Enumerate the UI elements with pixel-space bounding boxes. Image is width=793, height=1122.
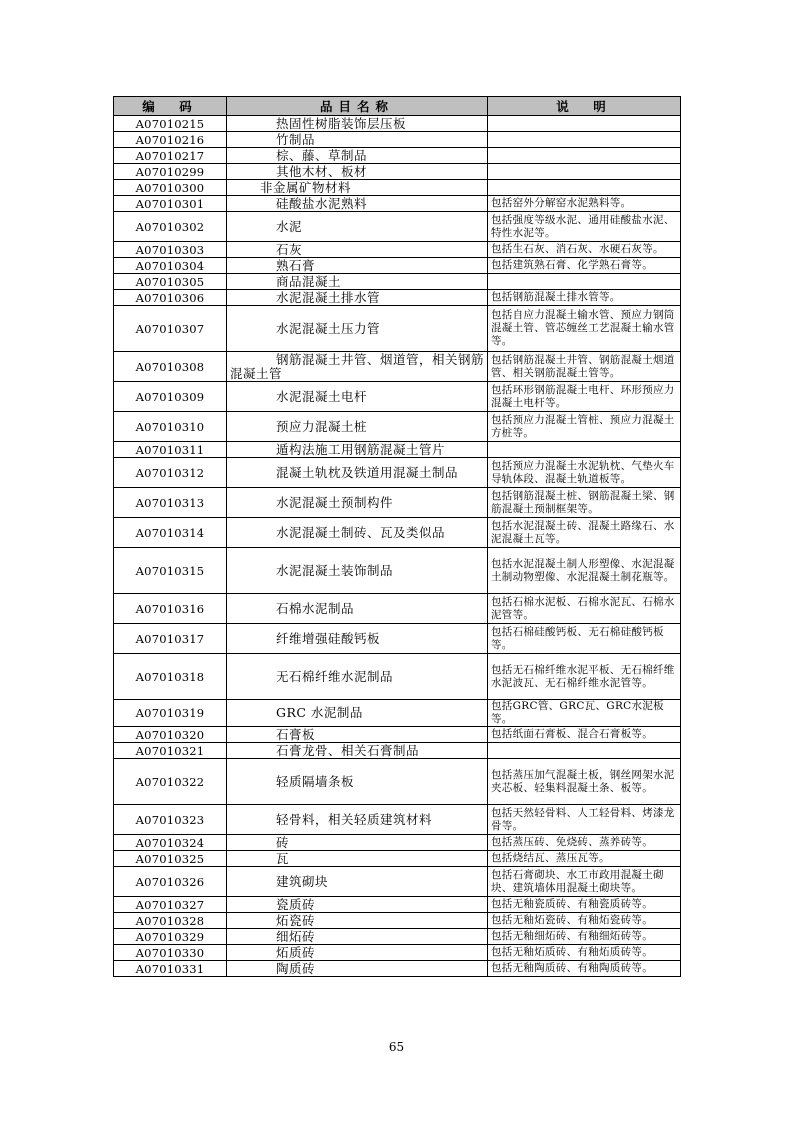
table-row [114, 306, 681, 352]
table-row [114, 518, 681, 548]
item-name-cell [227, 352, 488, 382]
item-name-cell [227, 306, 488, 352]
item-name-cell [227, 164, 488, 180]
item-name: 砖 [276, 834, 290, 850]
item-description: 包括钢筋混凝土井管、钢筋混凝土烟道管、相关钢筋混凝土管等。 [488, 352, 681, 382]
table-row [114, 132, 681, 148]
item-name-cell [227, 382, 488, 412]
catalog-table [113, 96, 681, 977]
item-name-cell [227, 851, 488, 867]
item-name-cell [227, 897, 488, 913]
item-name: 轻骨料，相关轻质建筑材料 [276, 811, 433, 827]
item-name-cell [227, 759, 488, 805]
table-row [114, 759, 681, 805]
item-name: GRC 水泥制品 [276, 705, 363, 720]
item-code: A07010304 [114, 258, 227, 274]
table-row [114, 290, 681, 306]
item-name: 石膏板 [276, 726, 316, 742]
item-description [488, 442, 681, 458]
item-description [488, 116, 681, 132]
item-name: 瓦 [276, 850, 290, 866]
item-description: 包括烧结瓦、蒸压瓦等。 [488, 851, 681, 867]
item-name: 商品混凝土 [276, 273, 342, 289]
item-name: 水泥混凝土电杆 [276, 388, 368, 404]
table-row [114, 196, 681, 212]
item-description: 包括钢筋混凝土排水管等。 [488, 290, 681, 306]
item-name: 遁构法施工用钢筋混凝土管片 [276, 441, 446, 457]
item-name: 热固性树脂装饰层压板 [276, 115, 407, 131]
item-code: A07010307 [114, 306, 227, 352]
item-code: A07010314 [114, 518, 227, 548]
item-name: 石棉水泥制品 [276, 600, 355, 616]
item-description: 包括水泥混凝土制人形塑像、水泥混凝土制动物塑像、水泥混凝土制花瓶等。 [488, 548, 681, 594]
item-code: A07010325 [114, 851, 227, 867]
item-name: 炻质砖 [276, 944, 316, 960]
item-name: 石灰 [276, 241, 303, 257]
item-name: 熟石膏 [276, 257, 316, 273]
item-code: A07010215 [114, 116, 227, 132]
item-code: A07010318 [114, 654, 227, 700]
table-row [114, 654, 681, 700]
item-description: 包括无釉陶质砖、有釉陶质砖等。 [488, 961, 681, 977]
item-code: A07010329 [114, 929, 227, 945]
table-row [114, 382, 681, 412]
item-name-cell [227, 961, 488, 977]
item-description: 包括GRC管、GRC瓦、GRC水泥板等。 [488, 700, 681, 727]
item-name: 瓷质砖 [276, 896, 316, 912]
item-name: 水泥混凝土排水管 [276, 289, 381, 305]
item-code: A07010327 [114, 897, 227, 913]
item-name-cell [227, 594, 488, 624]
item-name-cell [227, 212, 488, 242]
item-name-cell [227, 412, 488, 442]
item-name-cell [227, 624, 488, 654]
table-row [114, 624, 681, 654]
item-description: 包括天然轻骨料、人工轻骨料、烤漆龙骨等。 [488, 805, 681, 835]
header-description: 说 明 [488, 97, 681, 116]
item-description: 包括建筑熟石膏、化学熟石膏等。 [488, 258, 681, 274]
item-code: A07010328 [114, 913, 227, 929]
item-code: A07010311 [114, 442, 227, 458]
item-name: 水泥混凝土制砖、瓦及类似品 [276, 524, 446, 540]
item-code: A07010217 [114, 148, 227, 164]
table-row [114, 805, 681, 835]
item-code: A07010312 [114, 458, 227, 488]
table-row [114, 929, 681, 945]
item-name-cell [227, 180, 488, 196]
item-description: 包括纸面石膏板、混合石膏板等。 [488, 727, 681, 743]
item-description: 包括强度等级水泥、通用硅酸盐水泥、特性水泥等。 [488, 212, 681, 242]
item-description [488, 743, 681, 759]
item-code: A07010315 [114, 548, 227, 594]
item-name-cell [227, 727, 488, 743]
item-name-cell [227, 700, 488, 727]
item-description: 包括预应力混凝土水泥轨枕、气垫火车导轨体段、混凝土轨道板等。 [488, 458, 681, 488]
table-row [114, 961, 681, 977]
item-code: A07010308 [114, 352, 227, 382]
item-name: 非金属矿物材料 [260, 179, 352, 195]
item-description: 包括无釉炻质砖、有釉炻质砖等。 [488, 945, 681, 961]
page-number: 65 [388, 1040, 405, 1054]
item-name: 轻质隔墙条板 [276, 773, 355, 789]
table-row [114, 945, 681, 961]
item-name: 预应力混凝土桩 [276, 418, 368, 434]
item-name: 硅酸盐水泥熟料 [276, 195, 368, 211]
item-name: 细炻砖 [276, 928, 316, 944]
table-row [114, 148, 681, 164]
item-description: 包括窑外分解窑水泥熟料等。 [488, 196, 681, 212]
item-code: A07010303 [114, 242, 227, 258]
item-description [488, 164, 681, 180]
table-row [114, 116, 681, 132]
item-description [488, 148, 681, 164]
item-name-cell [227, 196, 488, 212]
item-description: 包括无釉细炻砖、有釉细炻砖等。 [488, 929, 681, 945]
table-row [114, 212, 681, 242]
table-row [114, 180, 681, 196]
header-code: 编 码 [114, 97, 227, 116]
item-code: A07010313 [114, 488, 227, 518]
item-code: A07010216 [114, 132, 227, 148]
item-code: A07010330 [114, 945, 227, 961]
item-name: 混凝土轨枕及铁道用混凝土制品 [276, 464, 459, 480]
item-name-cell [227, 743, 488, 759]
item-code: A07010321 [114, 743, 227, 759]
item-code: A07010300 [114, 180, 227, 196]
item-name: 棕、藤、草制品 [276, 147, 368, 163]
table-row [114, 548, 681, 594]
item-name-cell [227, 945, 488, 961]
table-row [114, 851, 681, 867]
item-code: A07010323 [114, 805, 227, 835]
table-row [114, 700, 681, 727]
table-row [114, 458, 681, 488]
table-row [114, 867, 681, 897]
item-name: 水泥混凝土预制构件 [276, 494, 394, 510]
item-description: 包括石膏砌块、水工市政用混凝土砌块、建筑墙体用混凝土砌块等。 [488, 867, 681, 897]
item-description: 包括生石灰、消石灰、水硬石灰等。 [488, 242, 681, 258]
table-row [114, 594, 681, 624]
table-row [114, 897, 681, 913]
table-row [114, 352, 681, 382]
item-name-cell [227, 654, 488, 700]
table-row [114, 412, 681, 442]
item-code: A07010331 [114, 961, 227, 977]
item-name-cell [227, 805, 488, 835]
item-name: 无石棉纤维水泥制品 [276, 668, 394, 684]
table-header-row [114, 97, 681, 116]
item-name-cell [227, 488, 488, 518]
item-code: A07010324 [114, 835, 227, 851]
table-row [114, 488, 681, 518]
item-name-cell [227, 518, 488, 548]
item-description: 包括石棉水泥板、石棉水泥瓦、石棉水泥管等。 [488, 594, 681, 624]
item-name: 水泥混凝土压力管 [276, 320, 381, 336]
item-name: 水泥 [276, 218, 303, 234]
item-description: 包括蒸压砖、免烧砖、蒸养砖等。 [488, 835, 681, 851]
item-description [488, 132, 681, 148]
item-code: A07010317 [114, 624, 227, 654]
item-code: A07010320 [114, 727, 227, 743]
table-row [114, 727, 681, 743]
item-description: 包括无釉瓷质砖、有釉瓷质砖等。 [488, 897, 681, 913]
item-name: 纤维增强硅酸钙板 [276, 630, 381, 646]
item-description: 包括钢筋混凝土桩、钢筋混凝土梁、钢筋混凝土预制框架等。 [488, 488, 681, 518]
item-name: 建筑砌块 [276, 873, 329, 889]
table-row [114, 274, 681, 290]
item-description: 包括蒸压加气混凝土板，钢丝网架水泥夹芯板、轻集料混凝土条、板等。 [488, 759, 681, 805]
item-name-cell [227, 929, 488, 945]
table-row [114, 913, 681, 929]
item-name-cell [227, 132, 488, 148]
item-description: 包括水泥混凝土砖、混凝土路缘石、水泥混凝土瓦等。 [488, 518, 681, 548]
item-name: 其他木材、板材 [276, 163, 368, 179]
item-code: A07010322 [114, 759, 227, 805]
item-code: A07010302 [114, 212, 227, 242]
item-code: A07010310 [114, 412, 227, 442]
item-name: 钢筋混凝土井管、烟道管，相关钢筋混凝土管 [230, 351, 485, 381]
item-code: A07010309 [114, 382, 227, 412]
table-row [114, 164, 681, 180]
item-name: 陶质砖 [276, 960, 316, 976]
item-name-cell [227, 548, 488, 594]
item-name-cell [227, 290, 488, 306]
item-code: A07010305 [114, 274, 227, 290]
table-row [114, 743, 681, 759]
item-description [488, 274, 681, 290]
table-row [114, 242, 681, 258]
item-code: A07010301 [114, 196, 227, 212]
table-body [114, 116, 681, 977]
item-description: 包括石棉硅酸钙板、无石棉硅酸钙板等。 [488, 624, 681, 654]
item-name-cell [227, 867, 488, 897]
item-name: 炻瓷砖 [276, 912, 316, 928]
item-name-cell [227, 274, 488, 290]
table-row [114, 258, 681, 274]
item-code: A07010306 [114, 290, 227, 306]
table-row [114, 442, 681, 458]
item-code: A07010299 [114, 164, 227, 180]
item-name-cell [227, 835, 488, 851]
item-code: A07010326 [114, 867, 227, 897]
item-name-cell [227, 913, 488, 929]
item-name-cell [227, 148, 488, 164]
item-description: 包括预应力混凝土管桩、预应力混凝土方桩等。 [488, 412, 681, 442]
item-name-cell [227, 458, 488, 488]
item-name-cell [227, 258, 488, 274]
item-description: 包括环形钢筋混凝土电杆、环形预应力混凝土电杆等。 [488, 382, 681, 412]
item-description: 包括自应力混凝土输水管、预应力钢筒混凝土管、管芯缠丝工艺混凝土输水管等。 [488, 306, 681, 352]
item-name: 竹制品 [276, 131, 316, 147]
item-name-cell [227, 442, 488, 458]
item-description: 包括无石棉纤维水泥平板、无石棉纤维水泥波瓦、无石棉纤维水泥管等。 [488, 654, 681, 700]
item-name-cell [227, 242, 488, 258]
header-item-name: 品目名称 [227, 97, 488, 116]
item-description: 包括无釉炻瓷砖、有釉炻瓷砖等。 [488, 913, 681, 929]
item-code: A07010319 [114, 700, 227, 727]
item-name: 石膏龙骨、相关石膏制品 [276, 742, 420, 758]
item-name: 水泥混凝土装饰制品 [276, 562, 394, 578]
table-row [114, 835, 681, 851]
item-code: A07010316 [114, 594, 227, 624]
item-description [488, 180, 681, 196]
item-name-cell [227, 116, 488, 132]
